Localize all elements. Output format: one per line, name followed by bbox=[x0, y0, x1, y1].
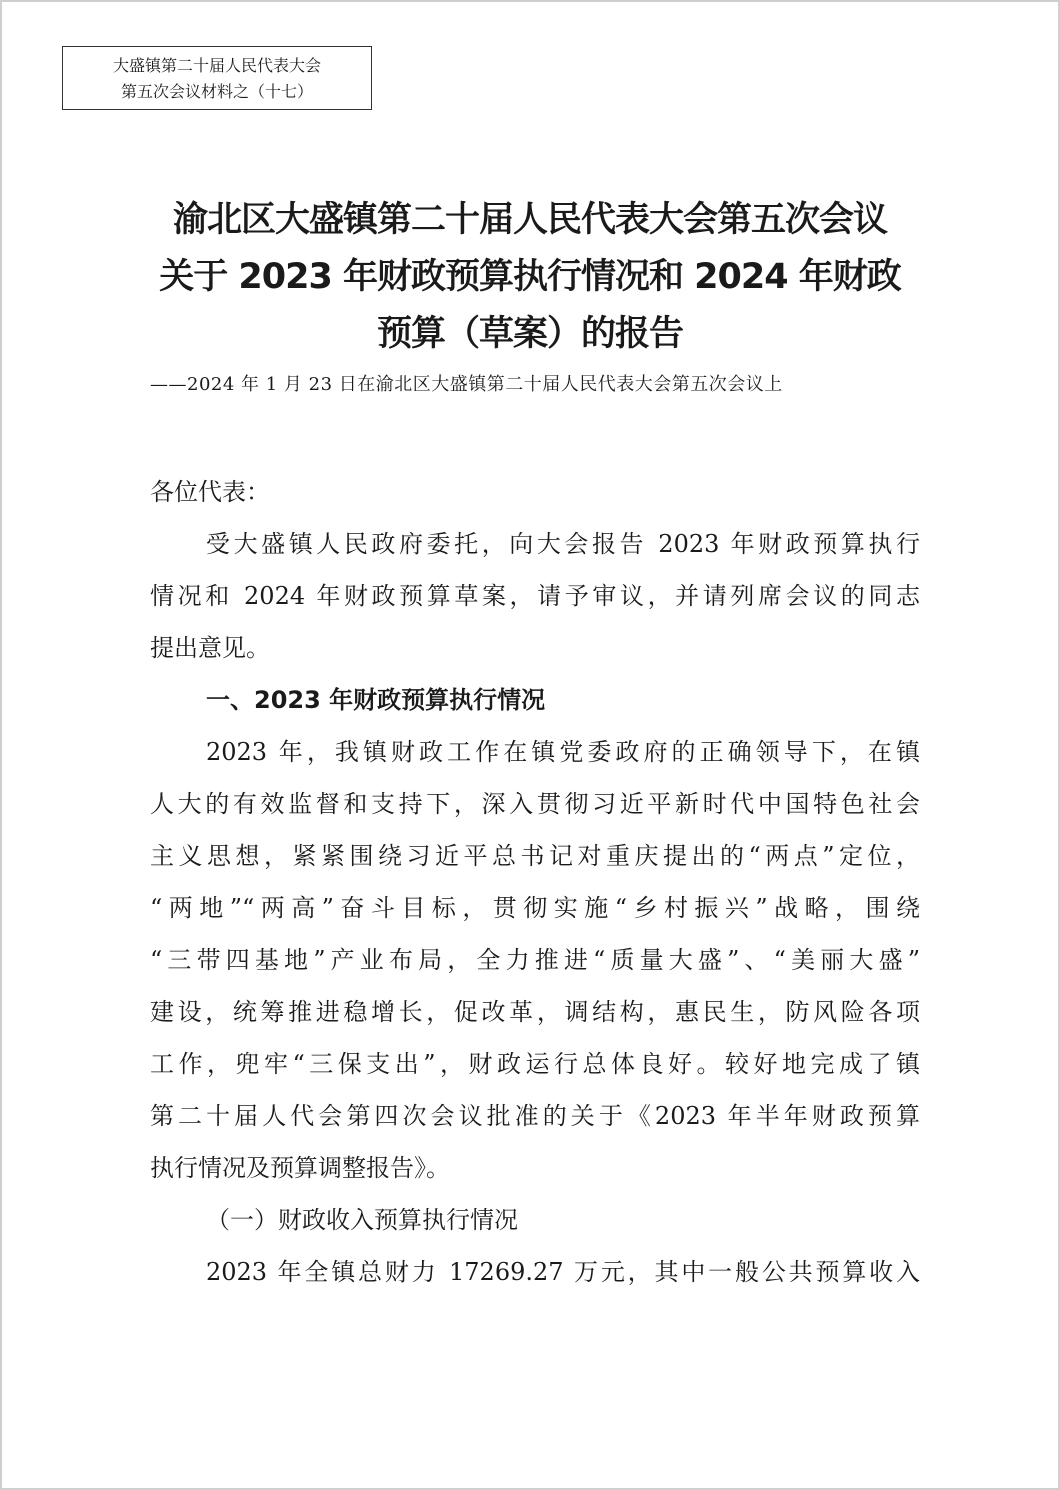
title-line-1: 渝北区大盛镇第二十届人民代表大会第五次会议 bbox=[172, 200, 887, 240]
section-1-line-2: 人大的有效监督和支持下，深入贯彻习近平新时代中国特色社会 bbox=[150, 790, 920, 818]
intro-line-3: 提出意见。 bbox=[150, 634, 270, 662]
section-1-line-8: 第二十届人代会第四次会议批准的关于《2023 年半年财政预算 bbox=[150, 1102, 920, 1130]
material-box-line-1: 大盛镇第二十届人民代表大会 bbox=[112, 56, 321, 75]
salutation: 各位代表： bbox=[150, 478, 270, 506]
intro-line-2: 情况和 2024 年财政预算草案，请予审议，并请列席会议的同志 bbox=[150, 582, 920, 610]
title-line-2: 关于 2023 年财政预算执行情况和 2024 年财政 bbox=[159, 257, 901, 297]
report-subtitle: ——2024 年 1 月 23 日在渝北区大盛镇第二十届人民代表大会第五次会议上 bbox=[150, 374, 783, 395]
section-1-line-6: 建设，统筹推进稳增长，促改革，调结构，惠民生，防风险各项 bbox=[150, 998, 920, 1026]
subsection-1-line-1: 2023 年全镇总财力 17269.27 万元，其中一般公共预算收入 bbox=[206, 1258, 920, 1286]
section-1-line-9: 执行情况及预算调整报告》。 bbox=[150, 1154, 450, 1182]
title-line-3: 预算（草案）的报告 bbox=[376, 314, 683, 354]
section-1-line-3: 主义思想，紧紧围绕习近平总书记对重庆提出的“两点”定位， bbox=[150, 842, 920, 870]
section-1-line-1: 2023 年，我镇财政工作在镇党委政府的正确领导下，在镇 bbox=[206, 738, 920, 766]
section-1-line-4: “两地”“两高”奋斗目标，贯彻实施“乡村振兴”战略，围绕 bbox=[150, 894, 920, 922]
report-title bbox=[100, 192, 960, 363]
section-1-heading: 一、2023 年财政预算执行情况 bbox=[206, 686, 546, 714]
report-body bbox=[150, 466, 920, 1298]
intro-line-1: 受大盛镇人民政府委托，向大会报告 2023 年财政预算执行 bbox=[206, 530, 920, 558]
section-1-line-5: “三带四基地”产业布局，全力推进“质量大盛”、“美丽大盛” bbox=[150, 946, 920, 974]
section-1-line-7: 工作，兜牢“三保支出”，财政运行总体良好。较好地完成了镇 bbox=[150, 1050, 920, 1078]
meeting-material-box bbox=[62, 46, 372, 110]
material-box-line-2: 第五次会议材料之（十七） bbox=[120, 82, 313, 101]
subsection-1-heading: （一）财政收入预算执行情况 bbox=[206, 1206, 518, 1234]
